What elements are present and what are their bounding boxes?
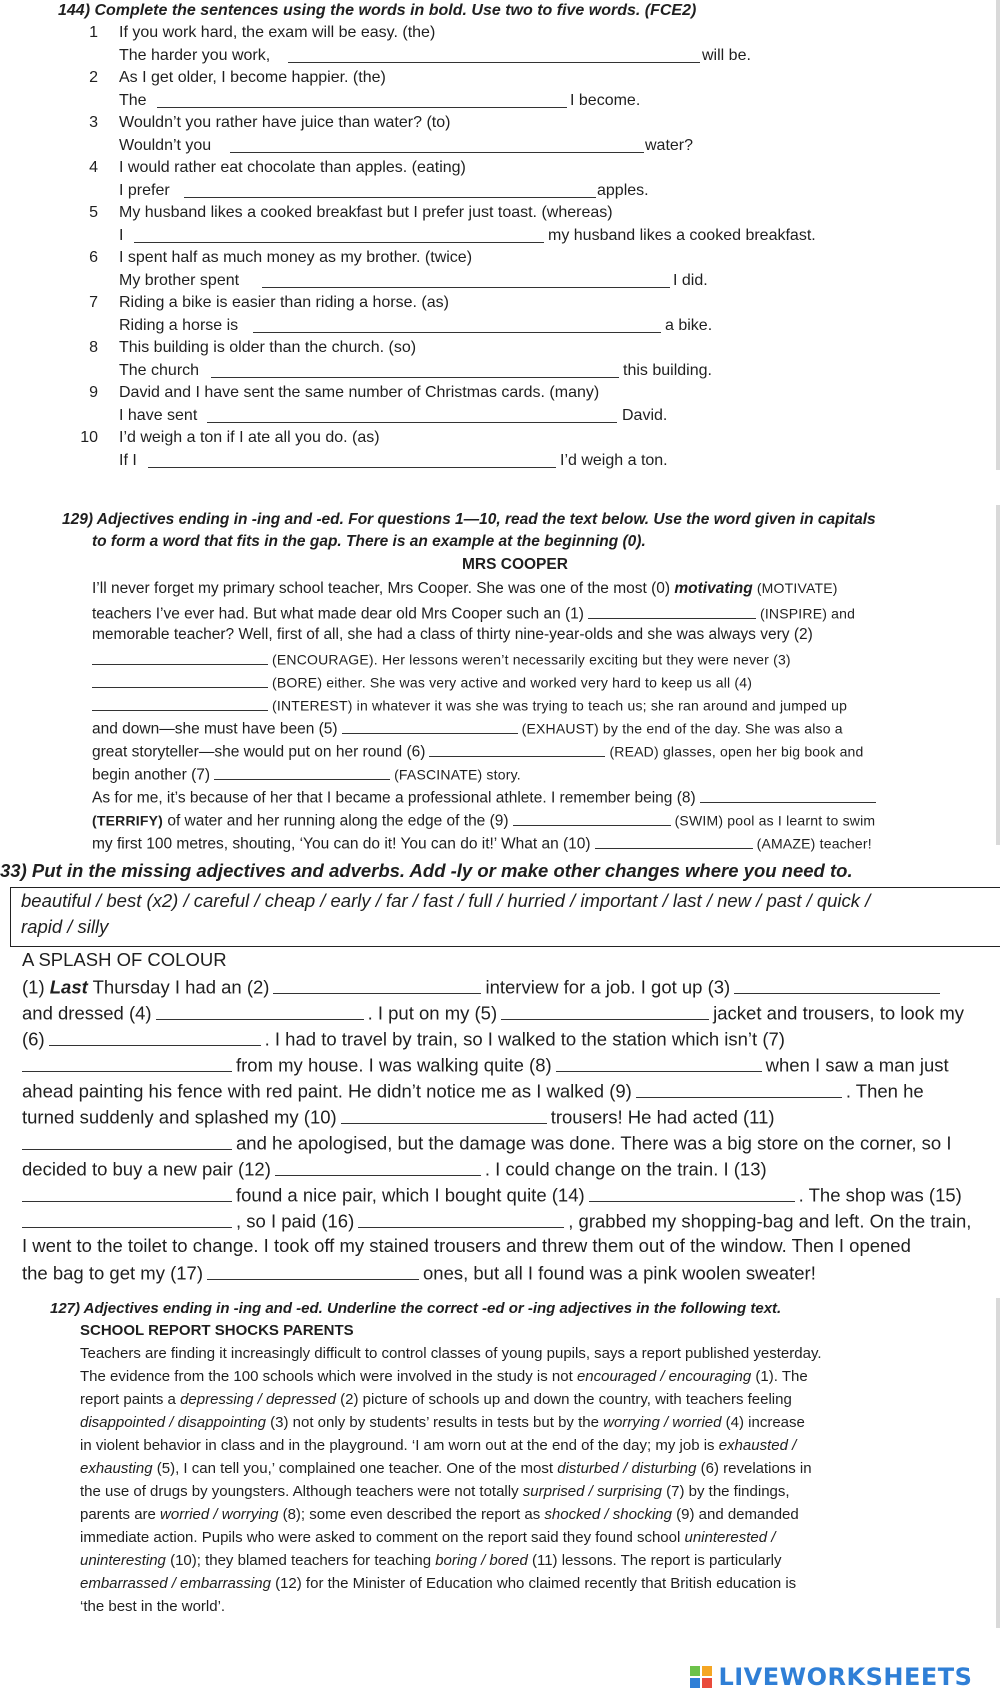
text-run: immediate action. Pupils who were asked to comment on the report said they found school <box>80 1529 685 1546</box>
text-run: As for me, it’s because of her that I became a professional athlete. I remember being (8) <box>92 789 696 807</box>
answer-blank-16[interactable] <box>358 1209 564 1228</box>
choice-12[interactable]: embarrassed / embarrassing <box>80 1575 271 1592</box>
text-run: and down—she must have been (5) <box>92 720 338 738</box>
exercise-144 <box>0 0 1000 480</box>
choice-10-part[interactable]: uninteresting <box>80 1552 166 1569</box>
answer-suffix: this building. <box>623 362 712 379</box>
answer-prefix: If I <box>119 452 137 469</box>
exercise-129-heading-cont: to form a word that fits in the gap. There is an example at the beginning (0). <box>92 533 646 550</box>
answer-blank[interactable] <box>157 92 567 108</box>
answer-blank-7[interactable] <box>214 764 390 780</box>
text-line <box>92 810 875 831</box>
keyword-text: (ENCOURAGE). Her lessons weren’t necessarily exciting but they were never (3) <box>272 651 791 668</box>
text-line: Teachers are finding it increasingly difficult to control classes of young pupils, says a report published yesterday. <box>80 1345 822 1362</box>
keyword-text: (FASCINATE) story. <box>394 766 521 783</box>
text-line <box>80 1414 805 1431</box>
story-title: A SPLASH OF COLOUR <box>22 949 227 970</box>
choice-10-part[interactable]: uninterested / <box>684 1529 776 1546</box>
choice-5-part[interactable]: exhausted / <box>718 1437 797 1454</box>
text-run: . I had to travel by train, so I walked to the station which isn’t (7) <box>264 1028 785 1050</box>
answer-blank-4[interactable] <box>92 695 268 711</box>
item-question: If you work hard, the exam will be easy. (the) <box>119 24 436 41</box>
answer-prefix: The harder you work, <box>119 47 271 64</box>
item-question: As I get older, I become happier. (the) <box>119 69 386 86</box>
text-line <box>80 1552 782 1569</box>
text-line <box>22 1131 951 1155</box>
answer-suffix: my husband likes a cooked breakfast. <box>548 227 816 244</box>
item-number: 5 <box>89 204 98 221</box>
text-run: great storyteller—she would put on her round (6) <box>92 743 426 761</box>
keyword-text: (INTEREST) in whatever it was she was trying to teach us; she ran around and jumped up <box>272 697 848 714</box>
text-run: (6) revelations in <box>696 1460 812 1477</box>
answer-blank-6[interactable] <box>429 741 605 757</box>
exercise-33-heading: 33) Put in the missing adjectives and adverbs. Add -ly or make other changes where you need to. <box>0 860 853 881</box>
item-number: 9 <box>89 384 98 401</box>
text-line: I went to the toilet to change. I took off my stained trousers and threw them out of the window. Then I opened <box>22 1235 911 1256</box>
answer-blank[interactable] <box>253 317 661 333</box>
text-run: turned suddenly and splashed my (10) <box>22 1106 337 1128</box>
text-run: my first 100 metres, shouting, ‘You can do it! You can do it!’ What an (10) <box>92 835 591 853</box>
page-edge-shadow <box>996 0 1000 470</box>
word-box-line: beautiful / best (x2) / careful / cheap / early / far / fast / full / hurried / important / last / new / past / quick / <box>21 890 871 911</box>
choice-4[interactable]: worrying / worried <box>603 1414 722 1431</box>
answer-blank-7[interactable] <box>22 1053 232 1072</box>
answer-blank[interactable] <box>134 227 544 243</box>
example-answer: Last <box>49 976 88 998</box>
text-line <box>92 695 847 716</box>
exercise-129-heading: 129) Adjectives ending in -ing and -ed. For questions 1—10, read the text below. Use the word given in capitals <box>62 511 876 528</box>
text-run: (4) increase <box>721 1414 805 1431</box>
choice-11[interactable]: boring / bored <box>435 1552 528 1569</box>
item-question: I would rather eat chocolate than apples. (eating) <box>119 159 466 176</box>
item-number: 10 <box>80 429 98 446</box>
text-line <box>92 718 843 739</box>
text-line <box>80 1575 796 1592</box>
text-line: ‘the best in the world’. <box>80 1598 226 1615</box>
answer-blank-4[interactable] <box>156 1001 364 1020</box>
text-run: , so I paid (16) <box>236 1210 355 1232</box>
answer-prefix: My brother spent <box>119 272 240 289</box>
text-run: when I saw a man just <box>765 1054 949 1076</box>
text-run: (7) by the findings, <box>661 1483 790 1500</box>
text-run: parents are <box>80 1506 161 1523</box>
text-line <box>22 1079 924 1103</box>
liveworksheets-logo <box>690 1663 972 1691</box>
item-question: This building is older than the church. (so) <box>119 339 417 356</box>
text-line <box>80 1437 796 1454</box>
answer-blank-3[interactable] <box>92 672 268 688</box>
keyword-text: (EXHAUST) by the end of the day. She was also a <box>521 720 843 737</box>
answer-blank[interactable] <box>288 47 700 63</box>
item-question: I spent half as much money as my brother. (twice) <box>119 249 473 266</box>
answer-blank-5[interactable] <box>342 718 518 734</box>
exercise-127-heading: 127) Adjectives ending in -ing and -ed. Underline the correct -ed or -ing adjectives in the following text. <box>50 1300 782 1317</box>
answer-blank-10[interactable] <box>341 1105 547 1124</box>
text-line <box>22 1183 962 1207</box>
answer-prefix: Wouldn’t you <box>119 137 212 154</box>
choice-7[interactable]: surprised / surprising <box>522 1483 662 1500</box>
text-run: of water and her running along the edge of the (9) <box>163 812 509 830</box>
answer-blank-9[interactable] <box>513 810 671 826</box>
answer-blank[interactable] <box>184 182 596 198</box>
exercise-129-title: MRS COOPER <box>462 556 568 573</box>
answer-blank[interactable] <box>148 452 556 468</box>
choice-1[interactable]: encouraged / encouraging <box>576 1368 752 1385</box>
keyword-text: (AMAZE) teacher! <box>756 835 872 852</box>
item-question: Wouldn’t you rather have juice than water? (to) <box>119 114 451 131</box>
keyword-text: (READ) glasses, open her big book and <box>609 743 864 760</box>
text-run: (6) <box>22 1028 45 1050</box>
text-run: , grabbed my shopping-bag and left. On the train, <box>568 1210 972 1232</box>
answer-blank-9[interactable] <box>636 1079 842 1098</box>
choice-8[interactable]: worried / worrying <box>160 1506 279 1523</box>
text-run: . I put on my (5) <box>367 1002 498 1024</box>
item-question: Riding a bike is easier than riding a horse. (as) <box>119 294 449 311</box>
text-run: (2) picture of schools up and down the country, with teachers feeling <box>336 1391 792 1408</box>
answer-blank[interactable] <box>207 407 617 423</box>
answer-blank-10[interactable] <box>595 833 753 849</box>
exercise-129 <box>0 505 1000 853</box>
text-line <box>22 1157 767 1181</box>
text-line <box>22 1053 949 1077</box>
text-line <box>80 1506 799 1523</box>
text-line <box>92 649 791 670</box>
item-number: 6 <box>89 249 98 266</box>
item-question: David and I have sent the same number of Christmas cards. (many) <box>119 384 600 401</box>
text-line <box>92 787 880 808</box>
answer-prefix: I <box>119 227 124 244</box>
item-number: 7 <box>89 294 98 311</box>
answer-suffix: I’d weigh a ton. <box>560 452 668 469</box>
text-run: the use of drugs by youngsters. Although teachers were not totally <box>80 1483 523 1500</box>
text-run: interview for a job. I got up (3) <box>485 976 731 998</box>
example-answer: motivating <box>674 580 753 597</box>
text-line <box>92 741 864 762</box>
answer-blank-12[interactable] <box>275 1157 481 1176</box>
text-line <box>80 1391 792 1408</box>
text-line <box>92 603 855 624</box>
answer-blank-3[interactable] <box>734 975 940 994</box>
text-line <box>92 580 838 598</box>
answer-suffix: will be. <box>702 47 751 64</box>
text-line <box>80 1483 790 1500</box>
answer-suffix: I become. <box>570 92 641 109</box>
text-line <box>22 975 944 999</box>
answer-suffix: David. <box>622 407 668 424</box>
answer-suffix: a bike. <box>665 317 713 334</box>
text-line: memorable teacher? Well, first of all, she had a class of thirty nine-year-olds and she was always very (2) <box>92 626 813 643</box>
answer-blank-13[interactable] <box>22 1183 232 1202</box>
answer-blank-8[interactable] <box>556 1053 762 1072</box>
answer-prefix: I prefer <box>119 182 170 199</box>
text-run: and he apologised, but the damage was done. There was a big store on the corner, so I <box>236 1132 952 1154</box>
word-box <box>10 887 1000 947</box>
exercise-33 <box>0 860 1000 1284</box>
answer-blank-11[interactable] <box>22 1131 232 1150</box>
text-line <box>80 1529 775 1546</box>
text-run: (10); they blamed teachers for teaching <box>165 1552 436 1569</box>
text-run: decided to buy a new pair (12) <box>22 1158 271 1180</box>
text-line <box>22 1261 816 1285</box>
text-run: (3) not only by students’ results in tests but by the <box>265 1414 604 1431</box>
answer-suffix: water? <box>645 137 694 154</box>
text-line <box>22 1105 775 1129</box>
answer-prefix: Riding a horse is <box>119 317 239 334</box>
page-edge-shadow <box>996 1298 1000 1628</box>
answer-blank-17[interactable] <box>207 1261 419 1280</box>
text-run: ahead painting his fence with red paint. He didn’t notice me as I walked (9) <box>22 1080 632 1102</box>
text-run: The evidence from the 100 schools which were involved in the study is not <box>80 1368 577 1385</box>
text-run: (1). The <box>751 1368 808 1385</box>
text-line <box>92 672 752 693</box>
item-number: 8 <box>89 339 98 356</box>
text-run: . I could change on the train. I (13) <box>484 1158 767 1180</box>
text-run: (12) for the Minister of Education who claimed recently that British education is <box>270 1575 797 1592</box>
item-number: 2 <box>89 69 98 86</box>
text-line <box>80 1460 812 1477</box>
text-line <box>80 1368 808 1385</box>
answer-blank-2[interactable] <box>92 649 268 665</box>
text-run: found a nice pair, which I bought quite (14) <box>236 1184 585 1206</box>
answer-blank[interactable] <box>230 137 644 153</box>
keyword: (MOTIVATE) <box>752 580 838 596</box>
answer-suffix: I did. <box>673 272 708 289</box>
text-run: (8); some even described the report as <box>278 1506 545 1523</box>
answer-blank-8[interactable] <box>700 787 876 803</box>
exercise-127 <box>0 1298 1000 1618</box>
choice-2[interactable]: depressing / depressed <box>180 1391 336 1408</box>
text-run: jacket and trousers, to look my <box>713 1002 965 1024</box>
answer-blank-2[interactable] <box>273 975 481 994</box>
text-line <box>22 1209 971 1233</box>
choice-6[interactable]: disturbed / disturbing <box>557 1460 697 1477</box>
keyword: (INSPIRE) and <box>759 605 856 622</box>
choice-3[interactable]: disappointed / disappointing <box>80 1414 266 1431</box>
text-run: ones, but all I found was a pink woolen sweater! <box>423 1262 816 1284</box>
answer-suffix: apples. <box>597 182 649 199</box>
answer-blank-5[interactable] <box>501 1001 709 1020</box>
answer-blank[interactable] <box>211 362 619 378</box>
page-edge-shadow <box>996 505 1000 845</box>
item-number: 4 <box>89 159 98 176</box>
text-run: and dressed (4) <box>22 1002 152 1024</box>
exercise-144-heading: 144) Complete the sentences using the words in bold. Use two to five words. (FCE2) <box>58 2 697 19</box>
text-line <box>22 1001 964 1025</box>
text-run: the bag to get my (17) <box>22 1262 203 1284</box>
text-run: (5), I can tell you,’ complained one teacher. One of the most <box>152 1460 558 1477</box>
logo-mark-icon <box>690 1666 712 1688</box>
text-run: (9) and demanded <box>671 1506 799 1523</box>
item-number: 1 <box>89 24 98 41</box>
text-run: (1) <box>22 976 50 998</box>
exercise-127-title: SCHOOL REPORT SHOCKS PARENTS <box>80 1322 354 1339</box>
text-line <box>92 833 872 854</box>
item-question: My husband likes a cooked breakfast but I prefer just toast. (whereas) <box>119 204 613 221</box>
answer-prefix: The church <box>119 362 200 379</box>
choice-5-part[interactable]: exhausting <box>80 1460 153 1477</box>
answer-blank-6[interactable] <box>49 1027 261 1046</box>
choice-9[interactable]: shocked / shocking <box>544 1506 672 1523</box>
text-run: from my house. I was walking quite (8) <box>236 1054 552 1076</box>
text-run: (11) lessons. The report is particularly <box>527 1552 782 1569</box>
item-question: I’d weigh a ton if I ate all you do. (as) <box>119 429 380 446</box>
answer-blank[interactable] <box>262 272 670 288</box>
logo-text: LIVEWORKSHEETS <box>718 1663 973 1691</box>
text-run: . The shop was (15) <box>798 1184 962 1206</box>
keyword-text: (BORE) either. She was very active and worked very hard to keep us all (4) <box>272 674 753 691</box>
text-run: . Then he <box>845 1080 924 1102</box>
text-run: teachers I’ve ever had. But what made dear old Mrs Cooper such an (1) <box>92 605 584 623</box>
text-run: Thursday I had an (2) <box>87 976 270 998</box>
item-number: 3 <box>89 114 98 131</box>
text-run: trousers! He had acted (11) <box>550 1106 775 1128</box>
text-run: report paints a <box>80 1391 181 1408</box>
answer-blank-14[interactable] <box>589 1183 795 1202</box>
answer-prefix: I have sent <box>119 407 198 424</box>
keyword-text: (SWIM) pool as I learnt to swim <box>674 812 876 829</box>
text-run: I’ll never forget my primary school teacher, Mrs Cooper. She was one of the most (0) <box>92 580 675 597</box>
word-box-line: rapid / silly <box>21 916 109 937</box>
answer-prefix: The <box>119 92 147 109</box>
text-line <box>92 764 521 785</box>
answer-blank-15[interactable] <box>22 1209 232 1228</box>
text-run: begin another (7) <box>92 766 211 784</box>
text-run: in violent behavior in class and in the playground. ‘I am worn out at the end of the day; my job is <box>80 1437 719 1454</box>
text-line <box>22 1027 785 1051</box>
answer-blank-1[interactable] <box>588 603 756 619</box>
keyword: (TERRIFY) <box>92 812 164 829</box>
